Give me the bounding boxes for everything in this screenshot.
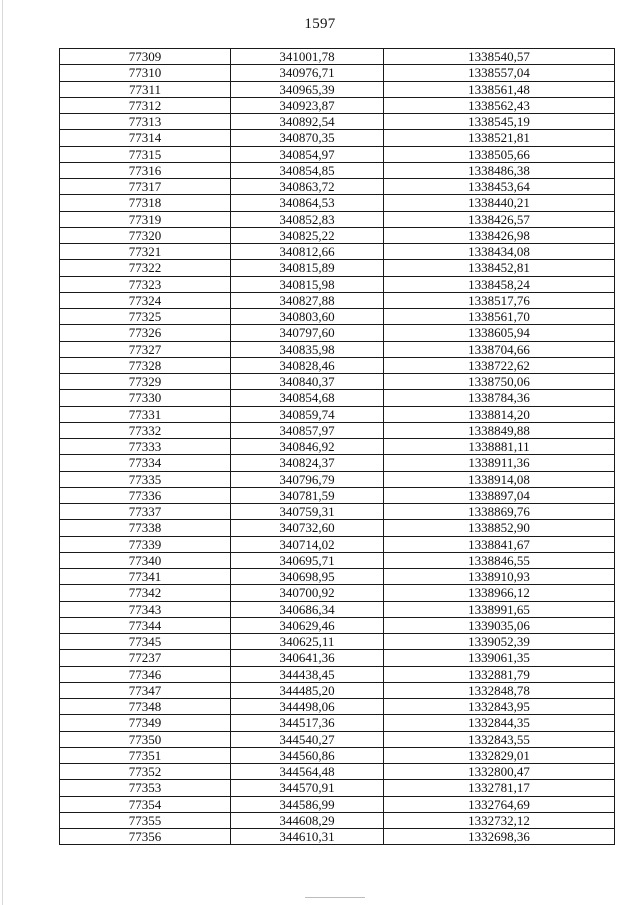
y-coordinate-cell: 1338911,36	[384, 455, 615, 471]
x-coordinate-cell: 340892,54	[231, 114, 384, 130]
x-coordinate-cell: 340714,02	[231, 536, 384, 552]
table-row	[60, 617, 615, 633]
point-number-cell: 77335	[60, 471, 231, 487]
x-coordinate-cell: 340852,83	[231, 211, 384, 227]
x-coordinate-cell: 340846,92	[231, 439, 384, 455]
x-coordinate-cell: 344517,36	[231, 715, 384, 731]
point-number-cell: 77327	[60, 341, 231, 357]
point-number-cell: 77338	[60, 520, 231, 536]
table-row	[60, 179, 615, 195]
table-row	[60, 195, 615, 211]
y-coordinate-cell: 1338505,66	[384, 146, 615, 162]
x-coordinate-cell: 340965,39	[231, 81, 384, 97]
point-number-cell: 77343	[60, 601, 231, 617]
point-number-cell: 77314	[60, 130, 231, 146]
y-coordinate-cell: 1338846,55	[384, 552, 615, 568]
y-coordinate-cell: 1338434,08	[384, 244, 615, 260]
point-number-cell: 77311	[60, 81, 231, 97]
point-number-cell: 77326	[60, 325, 231, 341]
x-coordinate-cell: 340700,92	[231, 585, 384, 601]
y-coordinate-cell: 1338910,93	[384, 569, 615, 585]
table-row	[60, 65, 615, 81]
point-number-cell: 77345	[60, 634, 231, 650]
x-coordinate-cell: 340840,37	[231, 374, 384, 390]
x-coordinate-cell: 340827,88	[231, 292, 384, 308]
point-number-cell: 77353	[60, 780, 231, 796]
y-coordinate-cell: 1339061,35	[384, 650, 615, 666]
y-coordinate-cell: 1338426,57	[384, 211, 615, 227]
x-coordinate-cell: 340835,98	[231, 341, 384, 357]
y-coordinate-cell: 1338458,24	[384, 276, 615, 292]
point-number-cell: 77330	[60, 390, 231, 406]
x-coordinate-cell: 340825,22	[231, 227, 384, 243]
table-row	[60, 357, 615, 373]
y-coordinate-cell: 1338440,21	[384, 195, 615, 211]
table-row	[60, 764, 615, 780]
y-coordinate-cell: 1338750,06	[384, 374, 615, 390]
point-number-cell: 77342	[60, 585, 231, 601]
table-row	[60, 162, 615, 178]
point-number-cell: 77336	[60, 487, 231, 503]
y-coordinate-cell: 1339052,39	[384, 634, 615, 650]
point-number-cell: 77320	[60, 227, 231, 243]
y-coordinate-cell: 1338426,98	[384, 227, 615, 243]
y-coordinate-cell: 1338722,62	[384, 357, 615, 373]
x-coordinate-cell: 341001,78	[231, 49, 384, 65]
point-number-cell: 77313	[60, 114, 231, 130]
table-row	[60, 227, 615, 243]
x-coordinate-cell: 340863,72	[231, 179, 384, 195]
table-row	[60, 780, 615, 796]
table-row	[60, 666, 615, 682]
table-row	[60, 471, 615, 487]
y-coordinate-cell: 1332732,12	[384, 812, 615, 828]
y-coordinate-cell: 1338486,38	[384, 162, 615, 178]
table-row	[60, 244, 615, 260]
table-row	[60, 552, 615, 568]
y-coordinate-cell: 1338545,19	[384, 114, 615, 130]
x-coordinate-cell: 340857,97	[231, 422, 384, 438]
table-row	[60, 731, 615, 747]
y-coordinate-cell: 1338914,08	[384, 471, 615, 487]
y-coordinate-cell: 1332781,17	[384, 780, 615, 796]
x-coordinate-cell: 344570,91	[231, 780, 384, 796]
point-number-cell: 77346	[60, 666, 231, 682]
table-row	[60, 292, 615, 308]
table-row	[60, 812, 615, 828]
x-coordinate-cell: 340625,11	[231, 634, 384, 650]
table-row	[60, 309, 615, 325]
point-number-cell: 77317	[60, 179, 231, 195]
point-number-cell: 77349	[60, 715, 231, 731]
y-coordinate-cell: 1338517,76	[384, 292, 615, 308]
point-number-cell: 77347	[60, 682, 231, 698]
table-row	[60, 146, 615, 162]
point-number-cell: 77318	[60, 195, 231, 211]
point-number-cell: 77323	[60, 276, 231, 292]
x-coordinate-cell: 340732,60	[231, 520, 384, 536]
table-row	[60, 585, 615, 601]
table-row	[60, 260, 615, 276]
table-row	[60, 49, 615, 65]
y-coordinate-cell: 1338849,88	[384, 422, 615, 438]
x-coordinate-cell: 340781,59	[231, 487, 384, 503]
y-coordinate-cell: 1338881,11	[384, 439, 615, 455]
point-number-cell: 77312	[60, 97, 231, 113]
y-coordinate-cell: 1338453,64	[384, 179, 615, 195]
table-row	[60, 569, 615, 585]
y-coordinate-cell: 1338869,76	[384, 504, 615, 520]
point-number-cell: 77324	[60, 292, 231, 308]
x-coordinate-cell: 340629,46	[231, 617, 384, 633]
coordinates-table	[59, 48, 615, 845]
table-row	[60, 682, 615, 698]
y-coordinate-cell: 1338561,70	[384, 309, 615, 325]
table-row	[60, 374, 615, 390]
point-number-cell: 77334	[60, 455, 231, 471]
y-coordinate-cell: 1332698,36	[384, 829, 615, 845]
y-coordinate-cell: 1338452,81	[384, 260, 615, 276]
x-coordinate-cell: 340812,66	[231, 244, 384, 260]
table-row	[60, 211, 615, 227]
table-row	[60, 487, 615, 503]
point-number-cell: 77315	[60, 146, 231, 162]
point-number-cell: 77331	[60, 406, 231, 422]
x-coordinate-cell: 344485,20	[231, 682, 384, 698]
x-coordinate-cell: 344610,31	[231, 829, 384, 845]
y-coordinate-cell: 1338540,57	[384, 49, 615, 65]
table-row	[60, 520, 615, 536]
point-number-cell: 77310	[60, 65, 231, 81]
y-coordinate-cell: 1338557,04	[384, 65, 615, 81]
point-number-cell: 77351	[60, 747, 231, 763]
point-number-cell: 77333	[60, 439, 231, 455]
table-row	[60, 422, 615, 438]
y-coordinate-cell: 1332843,55	[384, 731, 615, 747]
x-coordinate-cell: 340923,87	[231, 97, 384, 113]
table-row	[60, 81, 615, 97]
point-number-cell: 77332	[60, 422, 231, 438]
x-coordinate-cell: 340864,53	[231, 195, 384, 211]
x-coordinate-cell: 340797,60	[231, 325, 384, 341]
point-number-cell: 77325	[60, 309, 231, 325]
point-number-cell: 77355	[60, 812, 231, 828]
y-coordinate-cell: 1332764,69	[384, 796, 615, 812]
y-coordinate-cell: 1338784,36	[384, 390, 615, 406]
table-row	[60, 325, 615, 341]
y-coordinate-cell: 1332848,78	[384, 682, 615, 698]
table-row	[60, 97, 615, 113]
table-row	[60, 276, 615, 292]
x-coordinate-cell: 340854,97	[231, 146, 384, 162]
y-coordinate-cell: 1338966,12	[384, 585, 615, 601]
point-number-cell: 77339	[60, 536, 231, 552]
scan-edge	[2, 0, 3, 905]
y-coordinate-cell: 1332881,79	[384, 666, 615, 682]
y-coordinate-cell: 1332844,35	[384, 715, 615, 731]
x-coordinate-cell: 344608,29	[231, 812, 384, 828]
point-number-cell: 77348	[60, 699, 231, 715]
x-coordinate-cell: 340859,74	[231, 406, 384, 422]
y-coordinate-cell: 1338852,90	[384, 520, 615, 536]
x-coordinate-cell: 344586,99	[231, 796, 384, 812]
point-number-cell: 77337	[60, 504, 231, 520]
y-coordinate-cell: 1338704,66	[384, 341, 615, 357]
table-row	[60, 536, 615, 552]
x-coordinate-cell: 340698,95	[231, 569, 384, 585]
point-number-cell: 77237	[60, 650, 231, 666]
x-coordinate-cell: 340828,46	[231, 357, 384, 373]
table-row	[60, 601, 615, 617]
x-coordinate-cell: 344560,86	[231, 747, 384, 763]
x-coordinate-cell: 340759,31	[231, 504, 384, 520]
page-number: 1597	[304, 16, 336, 32]
point-number-cell: 77322	[60, 260, 231, 276]
x-coordinate-cell: 340815,98	[231, 276, 384, 292]
point-number-cell: 77319	[60, 211, 231, 227]
point-number-cell: 77354	[60, 796, 231, 812]
point-number-cell: 77341	[60, 569, 231, 585]
x-coordinate-cell: 340815,89	[231, 260, 384, 276]
table-row	[60, 829, 615, 845]
y-coordinate-cell: 1332829,01	[384, 747, 615, 763]
x-coordinate-cell: 340824,37	[231, 455, 384, 471]
point-number-cell: 77316	[60, 162, 231, 178]
point-number-cell: 77356	[60, 829, 231, 845]
y-coordinate-cell: 1339035,06	[384, 617, 615, 633]
table-row	[60, 406, 615, 422]
x-coordinate-cell: 344438,45	[231, 666, 384, 682]
y-coordinate-cell: 1338561,48	[384, 81, 615, 97]
point-number-cell: 77350	[60, 731, 231, 747]
x-coordinate-cell: 340803,60	[231, 309, 384, 325]
x-coordinate-cell: 340870,35	[231, 130, 384, 146]
table-row	[60, 114, 615, 130]
point-number-cell: 77329	[60, 374, 231, 390]
point-number-cell: 77321	[60, 244, 231, 260]
y-coordinate-cell: 1332800,47	[384, 764, 615, 780]
x-coordinate-cell: 340686,34	[231, 601, 384, 617]
y-coordinate-cell: 1338562,43	[384, 97, 615, 113]
x-coordinate-cell: 340976,71	[231, 65, 384, 81]
coordinates-table-body	[60, 49, 615, 845]
y-coordinate-cell: 1338605,94	[384, 325, 615, 341]
table-row	[60, 699, 615, 715]
table-row	[60, 455, 615, 471]
table-row	[60, 504, 615, 520]
x-coordinate-cell: 344564,48	[231, 764, 384, 780]
point-number-cell: 77352	[60, 764, 231, 780]
y-coordinate-cell: 1338991,65	[384, 601, 615, 617]
y-coordinate-cell: 1338814,20	[384, 406, 615, 422]
point-number-cell: 77328	[60, 357, 231, 373]
table-row	[60, 439, 615, 455]
x-coordinate-cell: 340695,71	[231, 552, 384, 568]
y-coordinate-cell: 1332843,95	[384, 699, 615, 715]
x-coordinate-cell: 340796,79	[231, 471, 384, 487]
x-coordinate-cell: 340854,68	[231, 390, 384, 406]
table-row	[60, 130, 615, 146]
table-row	[60, 650, 615, 666]
table-row	[60, 796, 615, 812]
x-coordinate-cell: 340854,85	[231, 162, 384, 178]
table-row	[60, 715, 615, 731]
point-number-cell: 77309	[60, 49, 231, 65]
table-row	[60, 634, 615, 650]
table-row	[60, 747, 615, 763]
scan-artifact-line	[305, 897, 365, 898]
x-coordinate-cell: 344498,06	[231, 699, 384, 715]
table-row	[60, 341, 615, 357]
y-coordinate-cell: 1338521,81	[384, 130, 615, 146]
y-coordinate-cell: 1338841,67	[384, 536, 615, 552]
y-coordinate-cell: 1338897,04	[384, 487, 615, 503]
x-coordinate-cell: 344540,27	[231, 731, 384, 747]
x-coordinate-cell: 340641,36	[231, 650, 384, 666]
point-number-cell: 77340	[60, 552, 231, 568]
table-row	[60, 390, 615, 406]
point-number-cell: 77344	[60, 617, 231, 633]
